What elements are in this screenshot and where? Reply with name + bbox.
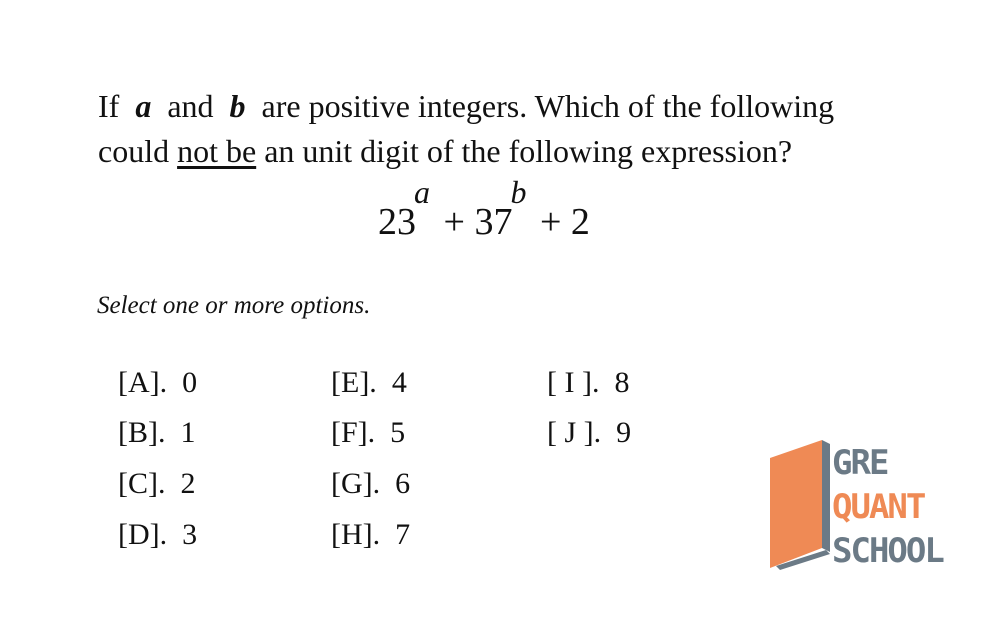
question-line-1 xyxy=(98,84,918,129)
option-a[interactable] xyxy=(118,366,197,400)
option-c[interactable] xyxy=(118,467,196,501)
option-value: 1 xyxy=(180,416,196,449)
option-label: [A]. xyxy=(118,366,168,399)
option-label: [D]. xyxy=(118,518,168,551)
question-line2-rest: an unit digit of the following expression? xyxy=(264,133,793,169)
option-value: 7 xyxy=(395,518,411,551)
option-label: [H]. xyxy=(331,518,381,551)
question-text xyxy=(98,84,918,174)
option-label: [C]. xyxy=(118,467,166,500)
term-23-power-a xyxy=(378,174,430,244)
option-value: 0 xyxy=(182,366,198,399)
option-value: 5 xyxy=(390,416,406,449)
option-value: 4 xyxy=(391,366,407,399)
option-label: [F]. xyxy=(331,416,376,449)
question-could: could xyxy=(98,133,170,169)
math-expression xyxy=(378,174,590,244)
logo-text-school: SCHOOL xyxy=(832,531,943,571)
option-value: 3 xyxy=(182,518,198,551)
option-value: 8 xyxy=(614,366,630,399)
logo-text-gre: GRE xyxy=(832,443,888,483)
question-line-2 xyxy=(98,129,918,174)
plus-operator-1: + xyxy=(443,201,465,243)
question-if: If xyxy=(98,88,120,124)
base-37: 37 xyxy=(474,201,513,243)
option-i[interactable] xyxy=(547,366,629,400)
option-h[interactable] xyxy=(331,518,410,552)
option-g[interactable] xyxy=(331,467,410,501)
option-value: 6 xyxy=(395,467,411,500)
option-label: [ I ]. xyxy=(547,366,600,399)
option-f[interactable] xyxy=(331,416,405,450)
option-d[interactable] xyxy=(118,518,197,552)
option-label: [G]. xyxy=(331,467,381,500)
plus-operator-2: + xyxy=(539,201,562,243)
option-label: [ J ]. xyxy=(547,416,602,449)
variable-b: b xyxy=(229,88,246,124)
option-value: 2 xyxy=(180,467,196,500)
constant-2: 2 xyxy=(570,201,590,243)
option-j[interactable] xyxy=(547,416,631,450)
option-label: [B]. xyxy=(118,416,166,449)
logo-text-quant: QUANT xyxy=(832,487,925,527)
exponent-a: a xyxy=(414,174,430,210)
underlined-not-be: not be xyxy=(177,133,257,169)
term-37-power-b xyxy=(474,174,527,244)
option-b[interactable] xyxy=(118,416,196,450)
exponent-b: b xyxy=(510,174,527,210)
instruction-text: Select one or more options. xyxy=(97,292,371,319)
option-label: [E]. xyxy=(331,366,377,399)
question-line1-rest: are positive integers. Which of the following xyxy=(261,88,835,124)
variable-a: a xyxy=(135,88,152,124)
question-and: and xyxy=(167,88,214,124)
option-e[interactable] xyxy=(331,366,407,400)
option-value: 9 xyxy=(616,416,632,449)
base-23: 23 xyxy=(378,201,416,243)
